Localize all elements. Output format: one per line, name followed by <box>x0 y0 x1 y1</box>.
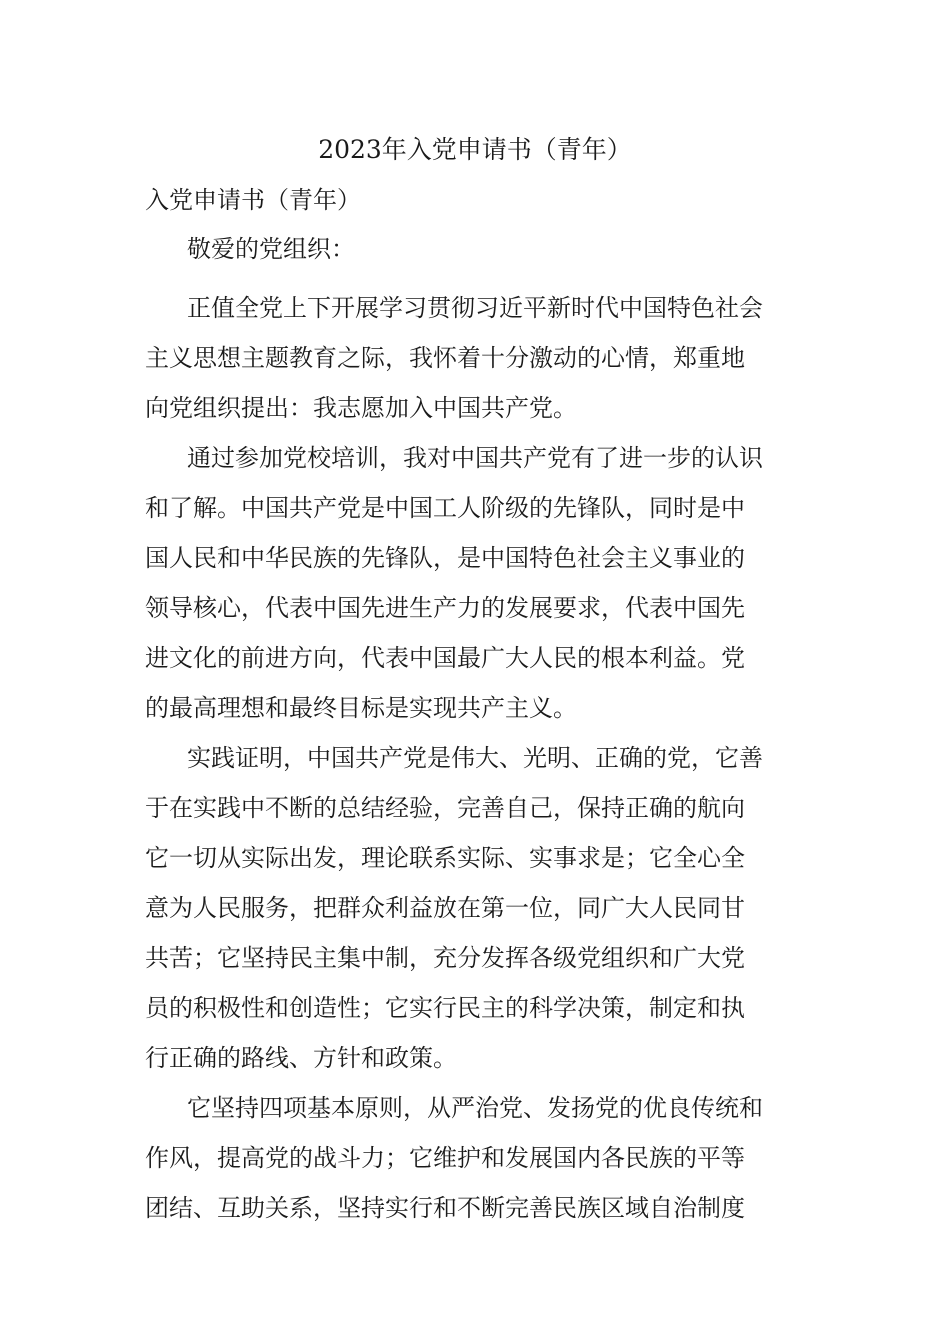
document-title: 2023年入党申请书（青年） <box>318 135 632 164</box>
body-text-line: 共苦；它坚持民主集中制，充分发挥各级党组织和广大党 <box>145 944 745 972</box>
body-text-line: 进文化的前进方向，代表中国最广大人民的根本利益。党 <box>145 644 745 672</box>
body-text-line: 实践证明，中国共产党是伟大、光明、正确的党，它善 <box>187 744 763 772</box>
body-text-line: 领导核心，代表中国先进生产力的发展要求，代表中国先 <box>145 594 745 622</box>
body-text-line: 行正确的路线、方针和政策。 <box>145 1044 457 1072</box>
body-text-line: 国人民和中华民族的先锋队，是中国特色社会主义事业的 <box>145 544 745 572</box>
body-text-line: 员的积极性和创造性；它实行民主的科学决策，制定和执 <box>145 994 745 1022</box>
body-text-line: 正值全党上下开展学习贯彻习近平新时代中国特色社会 <box>187 294 763 322</box>
body-text-line: 它坚持四项基本原则，从严治党、发扬党的优良传统和 <box>187 1094 763 1122</box>
body-text-line: 通过参加党校培训，我对中国共产党有了进一步的认识 <box>187 444 763 472</box>
salutation: 敬爱的党组织： <box>187 235 355 263</box>
body-text-line: 的最高理想和最终目标是实现共产主义。 <box>145 694 577 722</box>
body-text-line: 作风，提高党的战斗力；它维护和发展国内各民族的平等 <box>145 1144 745 1172</box>
document-subtitle: 入党申请书（青年） <box>145 186 361 214</box>
body-text-line: 和了解。中国共产党是中国工人阶级的先锋队，同时是中 <box>145 494 745 522</box>
body-text-line: 向党组织提出：我志愿加入中国共产党。 <box>145 394 577 422</box>
body-text-line: 主义思想主题教育之际，我怀着十分激动的心情，郑重地 <box>145 344 745 372</box>
document-body <box>145 283 809 1233</box>
body-text-line: 意为人民服务，把群众利益放在第一位，同广大人民同甘 <box>145 894 745 922</box>
body-text-line: 于在实践中不断的总结经验，完善自己，保持正确的航向 <box>145 794 745 822</box>
body-text-line: 团结、互助关系，坚持实行和不断完善民族区域自治制度 <box>145 1194 745 1222</box>
body-text-line: 它一切从实际出发，理论联系实际、实事求是；它全心全 <box>145 844 745 872</box>
